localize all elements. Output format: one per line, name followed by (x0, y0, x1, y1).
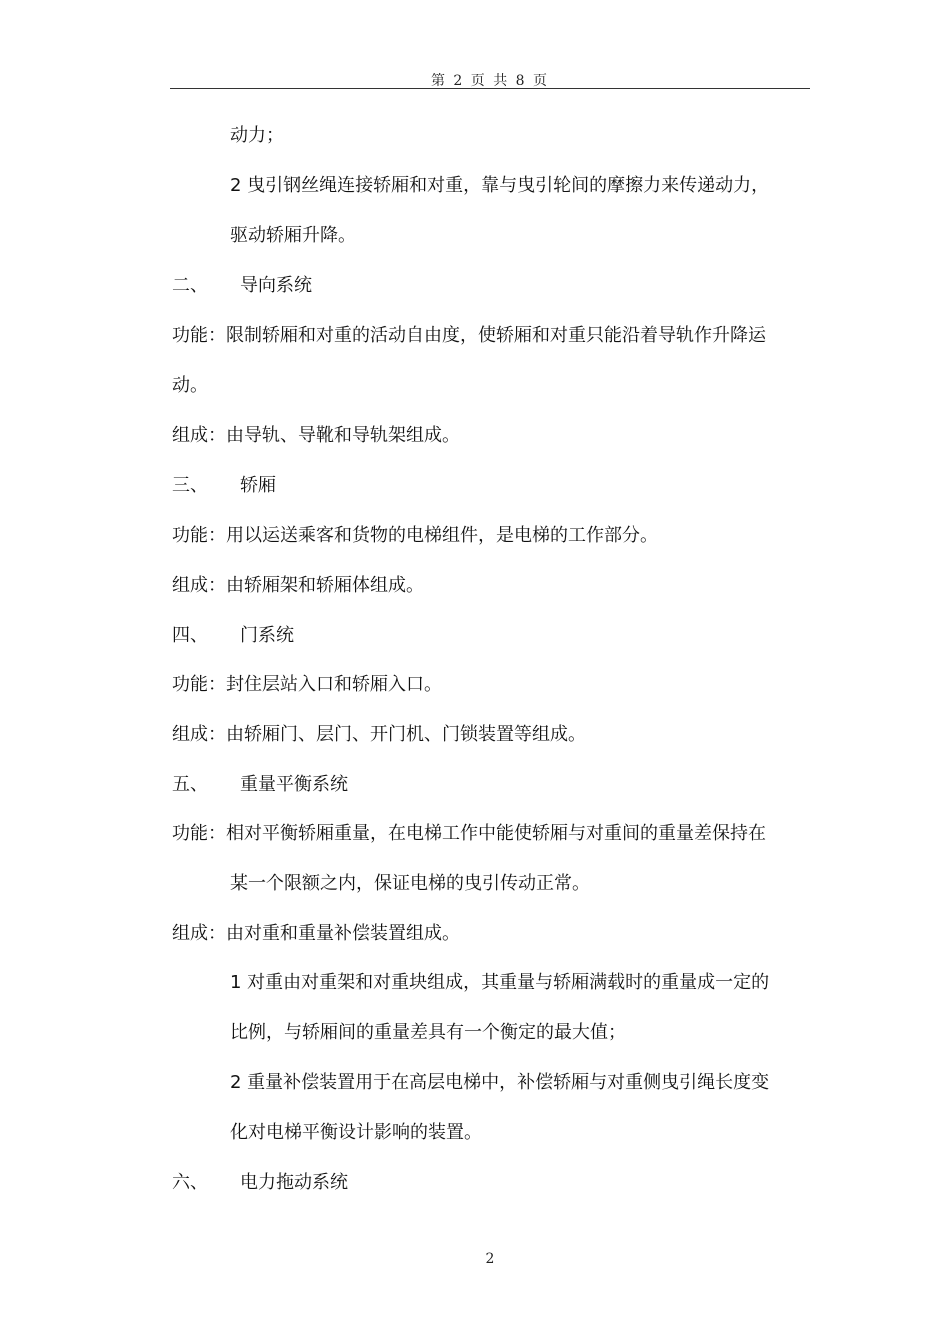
section-number: 三、 (172, 475, 208, 496)
section-title: 导向系统 (240, 275, 312, 296)
paragraph-line: 2 重量补偿装置用于在高层电梯中，补偿轿厢与对重侧曳引绳长度变 (230, 1072, 770, 1093)
paragraph-line: 功能：用以运送乘客和货物的电梯组件，是电梯的工作部分。 (172, 525, 658, 546)
page-header: 第 2 页 共 8 页 (430, 73, 550, 89)
section-number: 二、 (172, 275, 208, 296)
paragraph-line: 功能：封住层站入口和轿厢入口。 (172, 674, 442, 695)
section-title: 门系统 (240, 625, 294, 646)
paragraph-line: 组成：由对重和重量补偿装置组成。 (172, 923, 460, 944)
paragraph-line: 比例，与轿厢间的重量差具有一个衡定的最大值； (230, 1022, 626, 1043)
paragraph-line: 1 对重由对重架和对重块组成，其重量与轿厢满载时的重量成一定的 (230, 972, 770, 993)
paragraph-line: 化对电梯平衡设计影响的装置。 (230, 1122, 482, 1143)
section-number: 六、 (172, 1172, 208, 1193)
page-number: 2 (485, 1251, 495, 1267)
paragraph-line: 某一个限额之内，保证电梯的曳引传动正常。 (230, 873, 590, 894)
paragraph-line: 功能：限制轿厢和对重的活动自由度，使轿厢和对重只能沿着导轨作升降运 (172, 325, 766, 346)
header-rule (170, 88, 810, 89)
section-title: 重量平衡系统 (240, 774, 348, 795)
paragraph-line: 组成：由轿厢门、层门、开门机、门锁装置等组成。 (172, 724, 586, 745)
paragraph-line: 动力； (230, 125, 284, 146)
section-title: 电力拖动系统 (240, 1172, 348, 1193)
section-title: 轿厢 (240, 475, 276, 496)
section-number: 四、 (172, 625, 208, 646)
paragraph-line: 动。 (172, 375, 208, 396)
paragraph-line: 功能：相对平衡轿厢重量，在电梯工作中能使轿厢与对重间的重量差保持在 (172, 823, 766, 844)
section-number: 五、 (172, 774, 208, 795)
paragraph-line: 组成：由导轨、导靴和导轨架组成。 (172, 425, 460, 446)
paragraph-line: 组成：由轿厢架和轿厢体组成。 (172, 575, 424, 596)
paragraph-line: 驱动轿厢升降。 (230, 225, 356, 246)
paragraph-line: 2 曳引钢丝绳连接轿厢和对重，靠与曳引轮间的摩擦力来传递动力， (230, 175, 770, 196)
